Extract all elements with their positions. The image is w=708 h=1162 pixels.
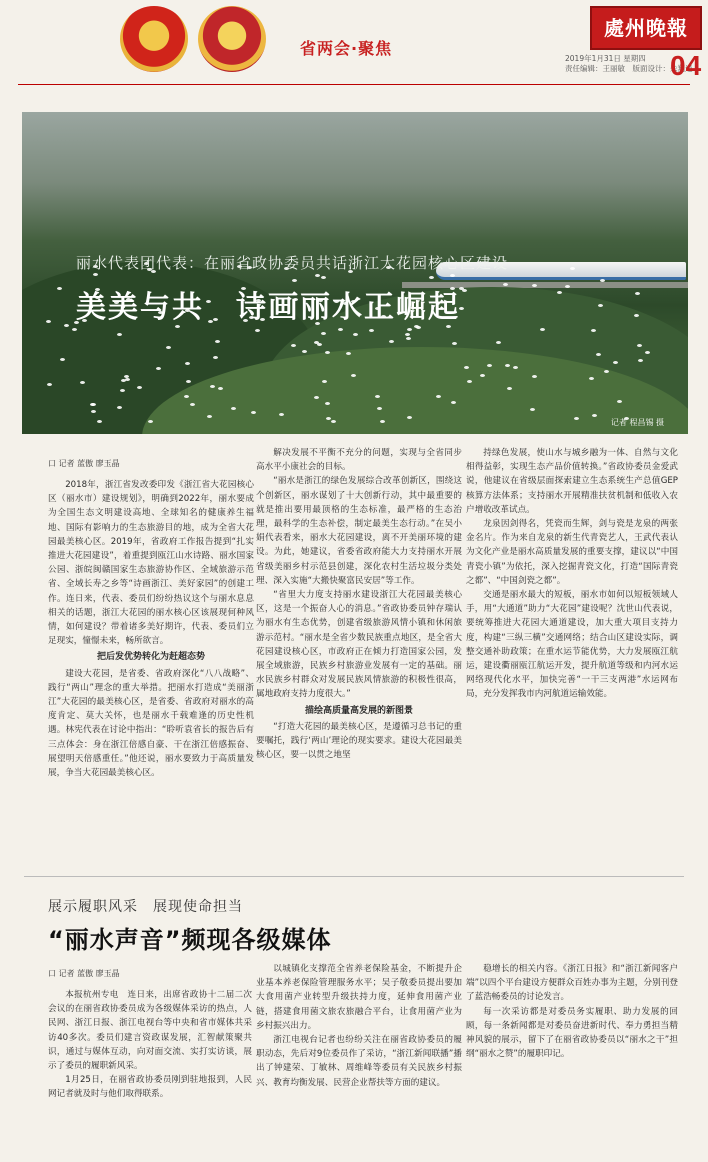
egret-shape	[80, 381, 85, 384]
article-paragraph: 解决发展不平衡不充分的问题，实现与全省同步高水平小康社会的目标。	[256, 448, 462, 473]
egret-shape	[592, 414, 597, 417]
lead-column-3	[466, 446, 678, 862]
lead-column-2	[256, 446, 462, 862]
egret-shape	[645, 351, 650, 354]
egret-shape	[213, 356, 218, 359]
article-paragraph: 本报杭州专电 连日来，出席省政协十二届二次会议的在丽省政协委员成为各级媒体采访的热点，人民网、浙江日报、浙江电视台等中央和省市媒体共采访40多次。委员们建言资政谋发展，汇智献策聚共识，通过与媒体互动，向对面交流、实打实访谈，展示了委员的履职新风采。	[48, 990, 252, 1072]
article-paragraph: “省里大力度支持丽水建设浙江大花园最美核心区，这是一个振奋人心的消息。”省政协委员钟存瑞认为丽水有生态优势，创建省级旅游风情小镇和休闲旅游示范村。“丽水是全省少数民族重点地区，是全省大花园建设核心区，市政府正在倾力打造国家公园，发展全域旅游，民族乡村旅游业发展有一定的基础。丽水民族乡村群众对发展民族风情旅游的积极性很高，属地政府支持力度很大。”	[256, 590, 462, 700]
page-number: 04	[670, 50, 702, 81]
egret-shape	[46, 320, 51, 323]
egret-shape	[117, 333, 122, 336]
egret-shape	[137, 386, 142, 389]
article-paragraph: 浙江电视台记者也纷纷关注在丽省政协委员的履职动态，先后对9位委员作了采访，“浙江新闻联播”播出了钟建荣、丁敏林、周维峰等委员有关民族乡村振兴、教育均衡发展、民营企业帮扶等方面的建议。	[256, 1035, 462, 1088]
egret-shape	[72, 328, 77, 331]
egret-shape	[405, 333, 410, 336]
egret-shape	[346, 352, 351, 355]
egret-shape	[570, 267, 575, 270]
lead-byline: 口 记者 蓝傲 廖玉晶	[48, 459, 120, 468]
subhead-2: 描绘高质量高发展的新图景	[304, 705, 413, 716]
photo-credit: 记者 程昌锡 摄	[610, 418, 664, 427]
issue-date: 2019年1月31日 星期四	[565, 54, 646, 63]
egret-shape	[326, 417, 331, 420]
egret-shape	[302, 350, 307, 353]
egret-shape	[291, 344, 296, 347]
egret-shape	[325, 402, 330, 405]
egret-shape	[613, 361, 618, 364]
egret-shape	[377, 407, 382, 410]
second-column-2	[256, 962, 462, 1158]
egret-shape	[591, 329, 596, 332]
egret-shape	[375, 395, 380, 398]
second-column-1	[48, 988, 252, 1158]
egret-shape	[464, 366, 469, 369]
egret-shape	[325, 351, 330, 354]
article-paragraph: “丽水是浙江的绿色发展综合改革创新区，围绕这个创新区，丽水谋划了十大创新行动，其中最重要的就是推出要用最顶格的生态标准，最严格的生态治理，最科学的生态补偿，制定最美生态行动。”在吴小娟代表看来，丽水大花园建设，离不开美丽环境的建设。为此，她建议，省委省政府能大力支持丽水开展省级美丽乡村示范县创建，深化农村生活垃圾分类处理、深入实施“大搬快聚富民安居”等工作。	[256, 476, 462, 586]
article-paragraph: 稳增长的相关内容。《浙江日报》和“浙江新闻客户端”以四个平台建设方便群众百姓办事为主题，分别刊登了蓝浩畅委员的讨论发言。	[466, 964, 678, 1003]
section-divider	[24, 876, 684, 877]
second-kicker: 展示履职风采 展现使命担当	[48, 899, 243, 915]
lead-photo	[22, 112, 688, 434]
article-paragraph: 龙泉因剑得名，凭瓷而生辉，剑与瓷是龙泉的两张金名片。作为来自龙泉的新生代青瓷艺人，王武代表认为文化产业是丽水高质量发展的重要支撑，建议以“中国青瓷小镇”为依托，深入挖掘青瓷文化，打造“国际青瓷之都”、“中国剑瓷之都”。	[466, 519, 678, 586]
egret-shape	[557, 291, 562, 294]
article-paragraph: 持绿色发展，使山水与城乡融为一体、自然与文化相得益彰，实现生态产品价值转换。”省政协委员金爱武说，他建议在省级层面探索建立生态系统生产总值GEP核算方法体系；支持丽水开展精准扶贫机制和低收入农户增收改革试点。	[466, 448, 678, 515]
egret-shape	[148, 420, 153, 423]
egret-shape	[57, 287, 62, 290]
article-paragraph: 2018年，浙江省发改委印发《浙江省大花园核心区（丽水市）建设规划》，明确到2022年，丽水要成为全国生态文明建设高地、全球知名的健康养生福地、国际有影响力的生态旅游目的地，成为全省大花园最美核心区。2019年，省政府工作报告提到“扎实推进大花园建设”，着重提到瓯江山水诗路、丽水国家公园、浙皖闽赣国家生态旅游协作区、全域旅游示范省、全域长寿之乡等“诗画浙江、美好家园”的创建工作。连日来，代表、委员们纷纷热议这个与丽水息息相关的话题，浙江大花园的丽水核心区该展现何种风情，如何建设？带着诸多美好期许，代表、委员们立足现实，憧憬未来，畅所欲言。	[48, 480, 254, 647]
col-paragraphs	[256, 446, 462, 702]
egret-shape	[321, 276, 326, 279]
egret-shape	[540, 328, 545, 331]
col-paragraphs	[48, 988, 252, 1102]
col-paragraphs	[48, 667, 254, 781]
article-paragraph: “打造大花园的最美核心区，是遵循习总书记的重要嘱托，践行‘两山’理论的现实要求。建设大花园最美核心区，要一以贯之地坚	[256, 721, 462, 761]
egret-shape	[120, 389, 125, 392]
egret-shape	[462, 289, 467, 292]
second-byline: 口 记者 蓝傲 廖玉晶	[48, 969, 120, 978]
lead-column-1	[48, 478, 254, 862]
editor-credits: 责任编辑：王丽敏 版面设计：朱翔逍	[565, 64, 693, 73]
section-title: 省两会·聚焦	[300, 39, 393, 58]
col-paragraphs	[256, 962, 462, 1090]
col-paragraphs	[466, 962, 678, 1061]
lead-headline: 美美与共 诗画丽水正崛起	[76, 290, 460, 325]
egret-shape	[496, 341, 501, 344]
article-paragraph: 1月25日，在丽省政协委员刚到驻地报到，人民网记者就及时与他们取得联系。	[48, 1075, 252, 1100]
col-paragraphs	[48, 478, 254, 648]
article-paragraph: 交通是丽水最大的短板，丽水市如何以短板领域人手，用“大通道”助力“大花园”建设呢？沈世山代表说，要统筹推进大花园大通道建设，加大重大项目支持力度，构建“三纵三横”交通网络；结合山区建设实际，调整交通补助政策；在重水运节能优势，大力发展瓯江航运，建设衢丽瓯江航运开发，提升航道等级和内河水运网络现代化水平，加快完善“一干三支两港”水运网布局，充分发挥我市内河航道运输效能。	[466, 590, 678, 700]
egret-shape	[635, 292, 640, 295]
lead-kicker: 丽水代表团代表：在丽省政协委员共话浙江大花园核心区建设	[76, 254, 509, 272]
emblem-national	[120, 6, 188, 72]
egret-shape	[315, 274, 320, 277]
masthead-logo	[590, 6, 702, 50]
egret-shape	[90, 403, 95, 406]
second-column-3	[466, 962, 678, 1158]
article-paragraph: 建设大花园，是省委、省政府深化“八八战略”、践行“两山”理念的重大举措。把丽水打造成“美丽浙江”大花园的最美核心区，是省委、省政府对丽水的高度肯定、莫大关怀，也是丽水千载难逢的历史性机遇。林宪代表在讨论中指出：“聆听袁省长的报告后有三点体会：身在浙江倍感自豪、干在浙江倍感振奋、展望明天倍感重任。”他还说，丽水要致力于高质量发展，争当大花园最美核心区。	[48, 668, 254, 779]
masthead-text: 處州晚報	[604, 16, 688, 40]
article-paragraph: 每一次采访都是对委员务实履职、助力发展的回顾，每一条新闻都是对委员奋进新时代、奉力勇担当精神风貌的展示，留下了在丽省政协委员以“丽水之干”担纲“丽水之赞”的履职印记。	[466, 1006, 678, 1060]
egret-shape	[125, 378, 130, 381]
emblem-cppcc	[198, 6, 266, 72]
article-paragraph: 以城镇化支撑范全省养老保险基金，不断提升企业基本养老保险管理服务水平；吴子敬委员提出要加大食用菌产业转型升级扶持力度，延伸食用菌产业链，搭建食用菌文旅农旅融合平台，让食用菌产业为乡村振兴出力。	[256, 964, 462, 1031]
egret-shape	[429, 276, 434, 279]
col-paragraphs	[256, 720, 462, 763]
header-rule	[18, 84, 690, 85]
egret-shape	[480, 374, 485, 377]
col-paragraphs	[466, 446, 678, 702]
second-headline: “丽水声音”频现各级媒体	[48, 926, 332, 954]
egret-shape	[532, 284, 537, 287]
egret-shape	[436, 395, 441, 398]
subhead-1: 把后发优势转化为赶超态势	[96, 652, 205, 663]
egret-shape	[600, 279, 605, 282]
egret-shape	[117, 406, 122, 409]
egret-shape	[503, 283, 508, 286]
egret-shape	[210, 385, 215, 388]
egret-shape	[617, 400, 622, 403]
